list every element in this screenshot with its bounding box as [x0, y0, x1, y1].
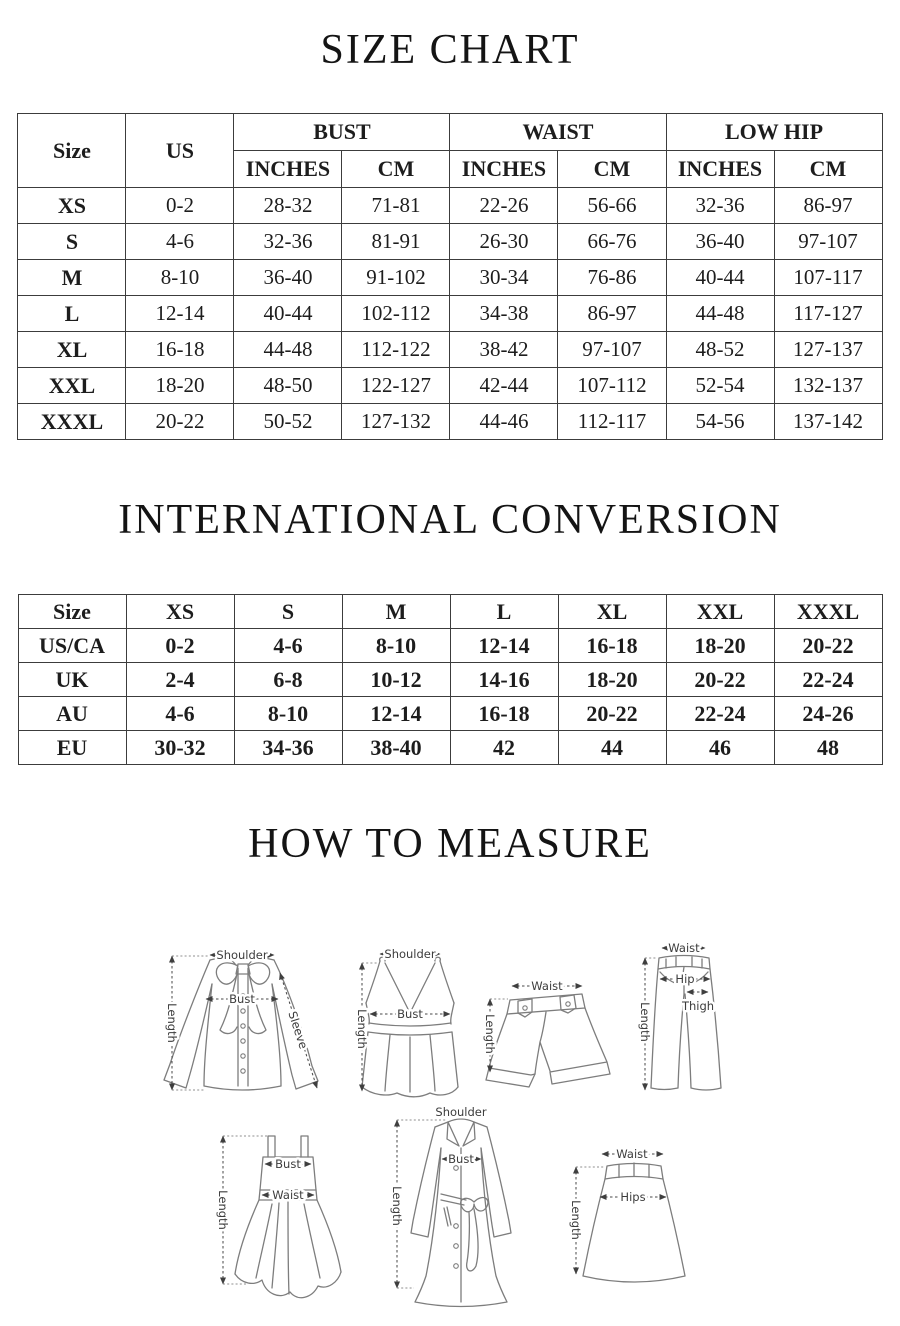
cell: 112-117 — [558, 404, 666, 440]
cell: 117-127 — [774, 296, 882, 332]
measure-label: Length — [483, 1014, 497, 1054]
cell: 16-18 — [450, 697, 558, 731]
cell: 107-117 — [774, 260, 882, 296]
measure-label: Hip — [675, 972, 695, 986]
cell: 18-20 — [666, 629, 774, 663]
bust-header-cell: BUST — [234, 114, 450, 151]
hip-cm-header: CM — [774, 151, 882, 188]
header-cell: XXXL — [774, 595, 882, 629]
cell: 86-97 — [558, 296, 666, 332]
cell: 76-86 — [558, 260, 666, 296]
measure-label: Bust — [275, 1157, 301, 1171]
region-label-cell: US/CA — [18, 629, 126, 663]
region-label-cell: EU — [18, 731, 126, 765]
measure-label: Length — [569, 1200, 583, 1240]
size-chart-header-row — [18, 114, 882, 151]
cell: 56-66 — [558, 188, 666, 224]
cell: 97-107 — [558, 332, 666, 368]
measure-label: Shoulder — [435, 1105, 487, 1119]
cell: 91-102 — [342, 260, 450, 296]
cell: 4-6 — [126, 224, 234, 260]
measure-label: Bust — [397, 1007, 423, 1021]
coat-sketch — [390, 1105, 511, 1307]
cell: 12-14 — [126, 296, 234, 332]
measure-label: Length — [355, 1009, 369, 1049]
measure-label: Bust — [448, 1152, 474, 1166]
header-cell: XS — [126, 595, 234, 629]
cell: 71-81 — [342, 188, 450, 224]
measure-label: Shoulder — [384, 947, 436, 961]
cell: 36-40 — [234, 260, 342, 296]
skirt-sketch — [569, 1147, 685, 1282]
cell: 127-132 — [342, 404, 450, 440]
region-label-cell: AU — [18, 697, 126, 731]
measure-label: Waist — [668, 941, 700, 955]
size-guide-page — [0, 26, 900, 1326]
size-label-cell: XL — [18, 332, 126, 368]
size-chart-title: SIZE CHART — [320, 27, 580, 73]
cell: 32-36 — [666, 188, 774, 224]
cell: 30-32 — [126, 731, 234, 765]
cell: 12-14 — [450, 629, 558, 663]
cell: 22-26 — [450, 188, 558, 224]
size-chart-table — [17, 113, 882, 440]
measure-label: Length — [390, 1186, 404, 1226]
measure-label: Waist — [616, 1147, 648, 1161]
cell: 34-36 — [234, 731, 342, 765]
size-label-cell: XXXL — [18, 404, 126, 440]
bust-cm-header: CM — [342, 151, 450, 188]
cell: 20-22 — [774, 629, 882, 663]
cell: 20-22 — [666, 663, 774, 697]
table-row — [18, 663, 882, 697]
measure-label: Length — [165, 1003, 179, 1043]
waist-header-cell: WAIST — [450, 114, 666, 151]
measure-label: Hips — [620, 1190, 646, 1204]
cell: 44-48 — [666, 296, 774, 332]
cell: 28-32 — [234, 188, 342, 224]
size-header-cell: Size — [18, 114, 126, 188]
cell: 20-22 — [558, 697, 666, 731]
header-cell: S — [234, 595, 342, 629]
cell: 8-10 — [234, 697, 342, 731]
cell: 102-112 — [342, 296, 450, 332]
cell: 16-18 — [558, 629, 666, 663]
cell: 22-24 — [774, 663, 882, 697]
cell: 50-52 — [234, 404, 342, 440]
cell: 127-137 — [774, 332, 882, 368]
cell: 12-14 — [342, 697, 450, 731]
measure-diagrams — [0, 906, 900, 1326]
cell: 86-97 — [774, 188, 882, 224]
pants-sketch — [638, 941, 721, 1090]
cell: 4-6 — [234, 629, 342, 663]
cell: 54-56 — [666, 404, 774, 440]
cell: 122-127 — [342, 368, 450, 404]
blouse-sketch — [164, 948, 318, 1090]
cell: 16-18 — [126, 332, 234, 368]
header-cell: M — [342, 595, 450, 629]
size-label-cell: M — [18, 260, 126, 296]
header-cell: XL — [558, 595, 666, 629]
conversion-table — [18, 594, 883, 765]
cell: 10-12 — [342, 663, 450, 697]
measure-label: Length — [638, 1002, 652, 1042]
cell: 30-34 — [450, 260, 558, 296]
measure-label: Sleeve — [285, 1009, 311, 1051]
bust-inches-header: INCHES — [234, 151, 342, 188]
region-label-cell: UK — [18, 663, 126, 697]
cell: 26-30 — [450, 224, 558, 260]
header-cell: XXL — [666, 595, 774, 629]
table-row — [18, 629, 882, 663]
international-conversion-title: INTERNATIONAL CONVERSION — [118, 497, 782, 543]
measure-label: Length — [216, 1190, 230, 1230]
tank-top-sketch — [355, 947, 458, 1097]
cell: 8-10 — [126, 260, 234, 296]
table-row — [18, 296, 882, 332]
cell: 8-10 — [342, 629, 450, 663]
cell: 20-22 — [126, 404, 234, 440]
table-row — [18, 368, 882, 404]
cell: 6-8 — [234, 663, 342, 697]
table-row — [18, 404, 882, 440]
conversion-header-row — [18, 595, 882, 629]
us-header-cell: US — [126, 114, 234, 188]
cell: 66-76 — [558, 224, 666, 260]
cell: 0-2 — [126, 188, 234, 224]
cell: 38-42 — [450, 332, 558, 368]
measure-label: Bust — [229, 992, 255, 1006]
cell: 18-20 — [558, 663, 666, 697]
table-row — [18, 731, 882, 765]
cell: 2-4 — [126, 663, 234, 697]
waist-inches-header: INCHES — [450, 151, 558, 188]
cell: 107-112 — [558, 368, 666, 404]
cell: 40-44 — [234, 296, 342, 332]
cell: 46 — [666, 731, 774, 765]
measure-label: Waist — [531, 979, 563, 993]
cell: 24-26 — [774, 697, 882, 731]
size-label-cell: L — [18, 296, 126, 332]
size-label-cell: XXL — [18, 368, 126, 404]
table-row — [18, 224, 882, 260]
cell: 48-50 — [234, 368, 342, 404]
size-label-cell: XS — [18, 188, 126, 224]
cell: 81-91 — [342, 224, 450, 260]
cell: 42 — [450, 731, 558, 765]
cell: 48 — [774, 731, 882, 765]
cell: 14-16 — [450, 663, 558, 697]
cell: 18-20 — [126, 368, 234, 404]
measure-label: Shoulder — [216, 948, 268, 962]
cell: 36-40 — [666, 224, 774, 260]
measure-label: Waist — [272, 1188, 304, 1202]
cell: 52-54 — [666, 368, 774, 404]
table-row — [18, 332, 882, 368]
cell: 34-38 — [450, 296, 558, 332]
how-to-measure-title: HOW TO MEASURE — [248, 821, 652, 867]
cell: 44-46 — [450, 404, 558, 440]
cell: 22-24 — [666, 697, 774, 731]
low-hip-header-cell: LOW HIP — [666, 114, 882, 151]
size-label-cell: S — [18, 224, 126, 260]
header-cell: Size — [18, 595, 126, 629]
cell: 38-40 — [342, 731, 450, 765]
dress-sketch — [216, 1136, 341, 1298]
cell: 112-122 — [342, 332, 450, 368]
table-row — [18, 188, 882, 224]
shorts-sketch — [483, 979, 610, 1087]
belt-bow — [461, 1198, 488, 1271]
header-cell: L — [450, 595, 558, 629]
cell: 97-107 — [774, 224, 882, 260]
cell: 44 — [558, 731, 666, 765]
cell: 42-44 — [450, 368, 558, 404]
cell: 40-44 — [666, 260, 774, 296]
table-row — [18, 697, 882, 731]
cell: 132-137 — [774, 368, 882, 404]
cell: 0-2 — [126, 629, 234, 663]
cell: 32-36 — [234, 224, 342, 260]
cell: 48-52 — [666, 332, 774, 368]
measure-label: Thigh — [681, 999, 715, 1013]
cell: 137-142 — [774, 404, 882, 440]
table-row — [18, 260, 882, 296]
hip-inches-header: INCHES — [666, 151, 774, 188]
waist-cm-header: CM — [558, 151, 666, 188]
cell: 44-48 — [234, 332, 342, 368]
cell: 4-6 — [126, 697, 234, 731]
